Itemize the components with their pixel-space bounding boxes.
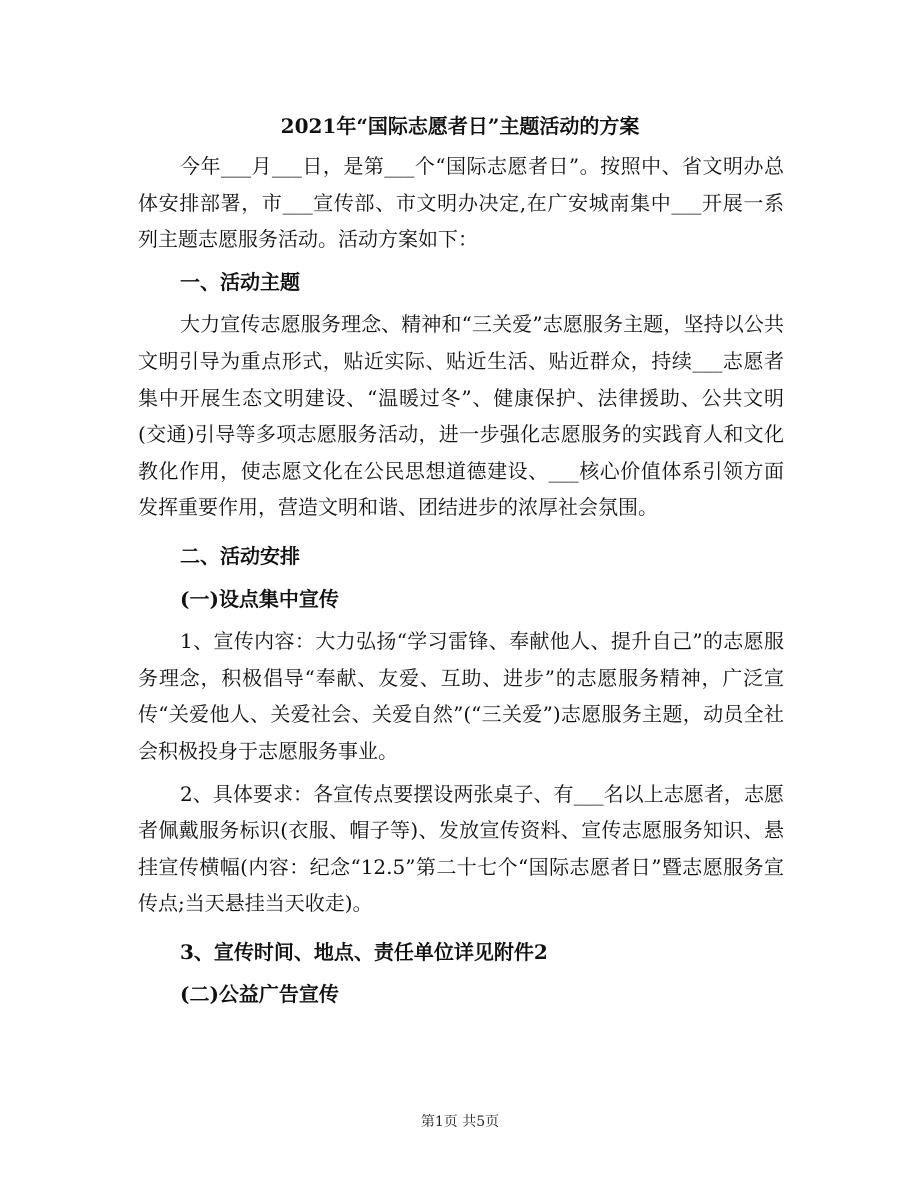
subsection-heading-promotion-points: (一)设点集中宣传 [180, 586, 339, 611]
document-body [138, 148, 784, 1013]
theme-paragraph: 大力宣传志愿服务理念、精神和“三关爱”志愿服务主题，坚持以公共文明引导为重点形式，贴近实际、贴近生活、贴近群众，持续___志愿者集中开展生态文明建设、“温暖过冬”、健康保护、法律援助、公共文明(交通)引导等多项志愿服务活动，进一步强化志愿服务的实践育人和文化教化作用，使志愿文化在公民思想道德建设、___核心价值体系引领方面发挥重要作用，营造文明和谐、团结进步的浓厚社会氛围。 [138, 312, 784, 520]
section-heading-arrangement: 二、活动安排 [180, 543, 300, 568]
subsection-heading-public-ads: (二)公益广告宣传 [180, 982, 339, 1007]
document-title: 2021年“国际志愿者日”主题活动的方案 [280, 114, 640, 138]
intro-paragraph: 今年___月___日，是第___个“国际志愿者日”。按照中、省文明办总体安排部署，市___宣传部、市文明办决定,在广安城南集中___开展一系列主题志愿服务活动。活动方案如下： [138, 154, 784, 252]
promotion-content-paragraph: 1、宣传内容：大力弘扬“学习雷锋、奉献他人、提升自己”的志愿服务理念，积极倡导“奉献、友爱、互助、进步”的志愿服务精神，广泛宣传“关爱他人、关爱社会、关爱自然”(“三关爱”)志愿服务主题，动员全社会积极投身于志愿服务事业。 [138, 629, 784, 763]
page-number: 第1页 共5页 [420, 1114, 500, 1130]
section-heading-theme: 一、活动主题 [180, 269, 300, 294]
requirements-paragraph: 2、具体要求：各宣传点要摆设两张桌子、有___名以上志愿者，志愿者佩戴服务标识(衣服、帽子等)、发放宣传资料、宣传志愿服务知识、悬挂宣传横幅(内容：纪念“12.5”第二十七个“国际志愿者日”暨志愿服务宣传点;当天悬挂当天收走)。 [138, 781, 784, 916]
schedule-heading: 3、宣传时间、地点、责任单位详见附件2 [180, 939, 548, 964]
